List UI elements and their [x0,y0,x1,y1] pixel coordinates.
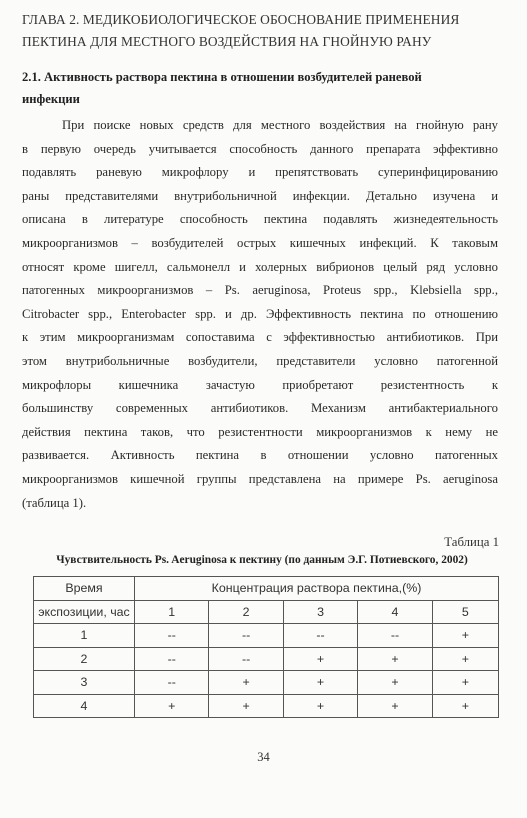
result-cell: + [432,647,498,671]
paragraph-line: большинству современных антибиотиков. Механизм антибактериального [22,401,498,416]
time-cell: 1 [34,624,135,648]
paragraph-line: Citrobacter spp., Enterobacter spp. и др. Эффективность пектина по отношению [22,306,498,321]
paragraph-line: в первую очередь учитывается способность данного препарата эффективно [22,141,498,156]
body-paragraph [22,114,498,515]
table-label: Таблица 1 [444,535,499,549]
paragraph-line: микрофлоры кишечника зачастую приобретают резистентность к [22,377,498,392]
header-time-unit: экспозиции, час [34,600,135,624]
paragraph-line: микроорганизмов – возбудителей острых кишечных инфекций. К таковым [22,235,498,250]
result-cell: + [135,694,209,718]
result-cell: + [283,694,357,718]
table-row [34,624,499,648]
table-row [34,647,499,671]
table-row [34,671,499,695]
section-heading [22,66,502,110]
table-row [34,694,499,718]
result-cell: + [358,647,432,671]
chapter-title [22,9,502,53]
header-concentration: Концентрация раствора пектина,(%) [135,577,499,601]
paragraph-line: подавлять раневую микрофлору и препятствовать суперинфицированию [22,165,498,180]
table-caption: Чувствительность Ps. Aeruginosa к пектину (по данным Э.Г. Потиевского, 2002) [56,554,468,566]
paragraph-line: описана в литературе способность пектина подавлять жизнедеятельность [22,212,498,227]
result-cell: -- [209,624,283,648]
result-cell: + [209,694,283,718]
time-cell: 4 [34,694,135,718]
result-cell: -- [135,624,209,648]
result-cell: + [432,694,498,718]
concentration-value: 4 [358,600,432,624]
section-heading-line-1: 2.1. Активность раствора пектина в отношении возбудителей раневой [22,70,422,84]
result-cell: -- [135,671,209,695]
chapter-title-line-2: ПЕКТИНА ДЛЯ МЕСТНОГО ВОЗДЕЙСТВИЯ НА ГНОЙНУЮ РАНУ [22,34,432,49]
paragraph-line: раны представителями внутрибольничной инфекции. Детально изучена и [22,188,498,203]
paragraph-line: действия пектина таков, что резистентности микроорганизмов к нему не [22,424,498,439]
result-cell: + [432,671,498,695]
concentration-value: 5 [432,600,498,624]
paragraph-line: относят кроме шигелл, сальмонелл и холерных вибрионов целый ряд условно [22,259,498,274]
paragraph-line: этом внутрибольничные возбудители, представители условно патогенной [22,353,498,368]
concentration-value: 3 [283,600,357,624]
paragraph-line: микроорганизмов кишечной группы представлена на примере Ps. aeruginosa [22,471,498,486]
result-cell: -- [358,624,432,648]
result-cell: -- [135,647,209,671]
section-heading-line-2: инфекции [22,92,80,106]
result-cell: + [209,671,283,695]
concentration-value: 1 [135,600,209,624]
header-time: Время [34,577,135,601]
paragraph-line: к этим микроорганизмам сопоставима с эффективностью антибиотиков. При [22,330,498,345]
result-cell: -- [209,647,283,671]
paragraph-line: развивается. Активность пектина в отношении условно патогенных [22,448,498,463]
time-cell: 2 [34,647,135,671]
paragraph-line: патогенных микроорганизмов – Ps. aeruginosa, Proteus spp., Klebsiella spp., [22,283,498,298]
result-cell: + [283,647,357,671]
result-cell: + [358,694,432,718]
table-header-row [34,577,499,601]
paragraph-line: (таблица 1). [22,495,87,510]
table-subheader-row [34,600,499,624]
page-number: 34 [257,750,270,764]
concentration-value: 2 [209,600,283,624]
sensitivity-table [33,576,499,718]
result-cell: + [283,671,357,695]
result-cell: -- [283,624,357,648]
result-cell: + [358,671,432,695]
paragraph-line: При поиске новых средств для местного воздействия на гнойную рану [62,118,498,132]
time-cell: 3 [34,671,135,695]
result-cell: + [432,624,498,648]
chapter-title-line-1: ГЛАВА 2. МЕДИКОБИОЛОГИЧЕСКОЕ ОБОСНОВАНИЕ ПРИМЕНЕНИЯ [22,12,460,27]
